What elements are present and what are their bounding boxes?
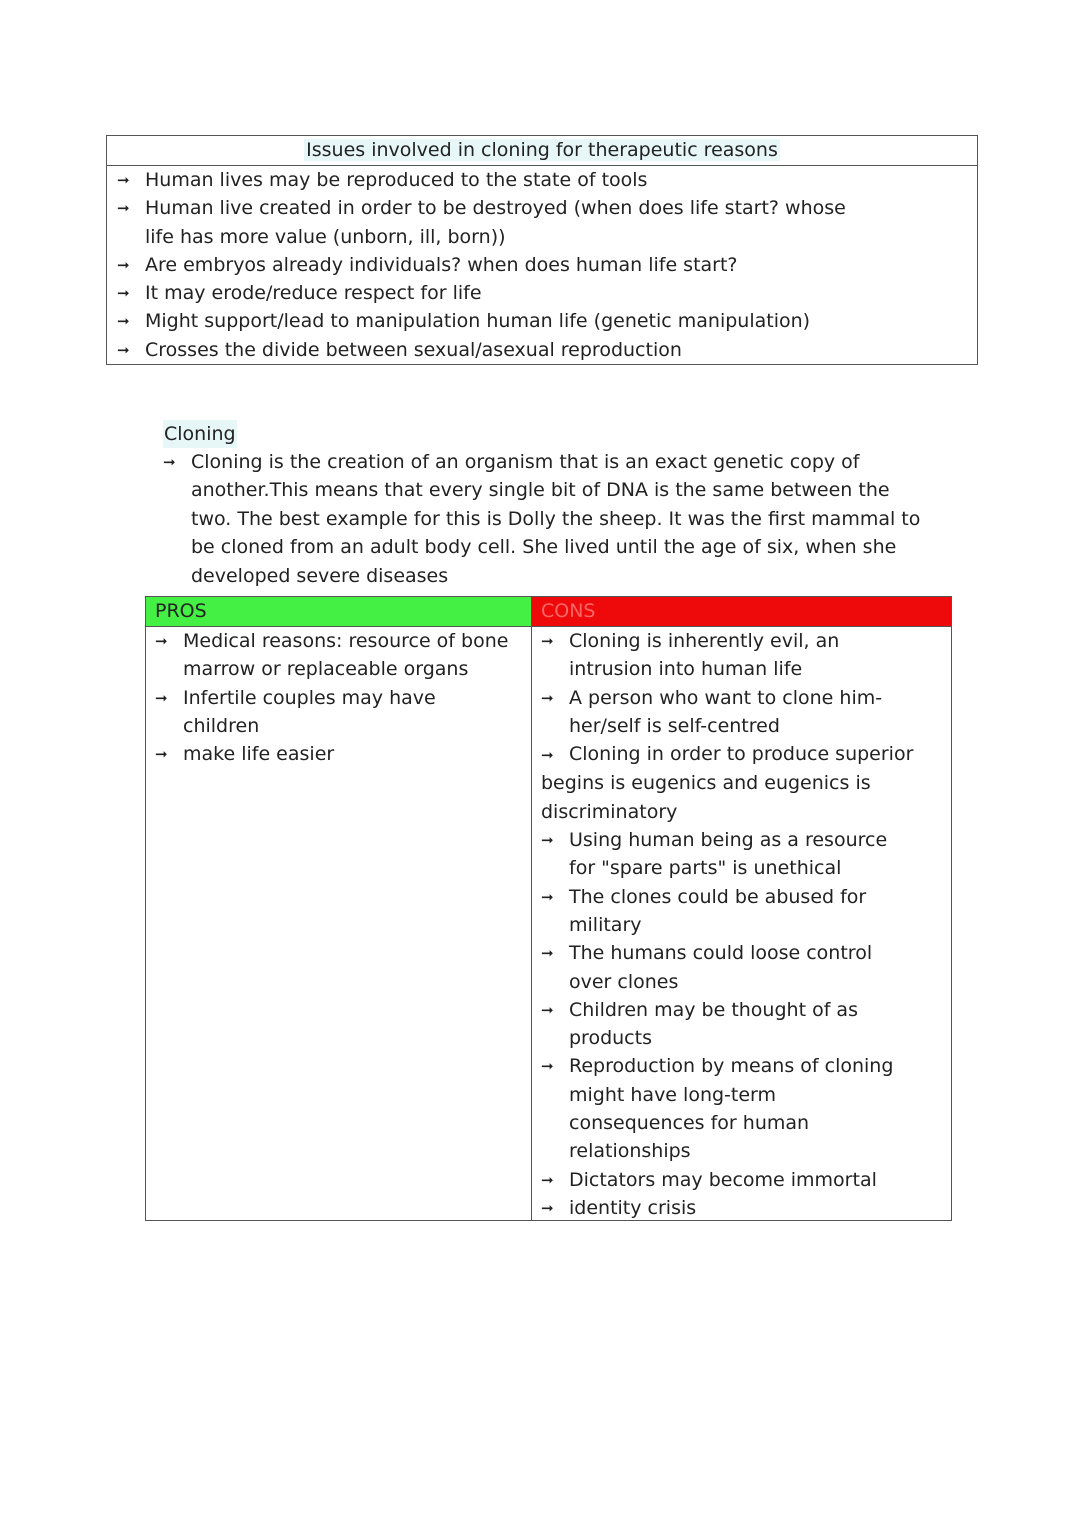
arrow-right-icon: ➞ xyxy=(117,255,130,274)
arrow-right-icon: ➞ xyxy=(117,340,130,359)
arrow-right-icon: ➞ xyxy=(117,312,130,331)
list-item: ➞ Reproduction by means of cloning might have long-term consequences for human relationships xyxy=(541,1052,951,1165)
list-item: ➞ Using human being as a resource for "spare parts" is unethical xyxy=(541,826,951,883)
pros-list xyxy=(146,627,531,768)
issues-table xyxy=(106,135,978,365)
list-item: ➞ Might support/lead to manipulation human life (genetic manipulation) xyxy=(117,307,977,335)
issues-title: Issues involved in cloning for therapeutic reasons xyxy=(306,139,778,161)
list-item: ➞ Crosses the divide between sexual/asexual reproduction xyxy=(117,336,977,364)
arrow-right-icon: ➞ xyxy=(117,284,130,303)
pros-column xyxy=(146,597,532,1220)
arrow-right-icon: ➞ xyxy=(541,887,554,906)
list-item: ➞ make life easier xyxy=(155,740,531,768)
list-item: ➞ Dictators may become immortal xyxy=(541,1166,951,1194)
arrow-right-icon: ➞ xyxy=(117,199,130,218)
arrow-right-icon: ➞ xyxy=(541,831,554,850)
arrow-right-icon: ➞ xyxy=(541,746,554,765)
list-item: ➞ The humans could loose control over clones xyxy=(541,939,951,996)
cons-list xyxy=(532,627,951,1222)
cons-header: CONS xyxy=(532,597,951,627)
arrow-right-icon: ➞ xyxy=(155,745,168,764)
arrow-right-icon: ➞ xyxy=(541,1057,554,1076)
arrow-right-icon: ➞ xyxy=(541,632,554,650)
list-item: ➞ Infertile couples may have children xyxy=(155,684,531,741)
cons-column xyxy=(532,597,951,1220)
list-item: ➞ Medical reasons: resource of bone marrow or replaceable organs xyxy=(155,627,531,684)
list-item: ➞ It may erode/reduce respect for life xyxy=(117,279,977,307)
list-item: ➞ identity crisis xyxy=(541,1194,951,1222)
list-item: ➞ A person who want to clone him-her/self is self-centred xyxy=(541,684,951,741)
arrow-right-icon: ➞ xyxy=(541,1000,554,1019)
arrow-right-icon: ➞ xyxy=(541,1170,554,1189)
list-item: ➞ Human live created in order to be destroyed (when does life start? whose life has more value (unborn, ill, born)) xyxy=(117,194,977,251)
cloning-paragraph-text: Cloning is the creation of an organism that is an exact genetic copy of another.This means that every single bit of DNA is the same between the two. The best example for this is Dolly the sheep. It was the first mammal to be cloned from an adult body cell. She lived until the age of six, when she developed severe diseases xyxy=(191,451,921,587)
arrow-right-icon: ➞ xyxy=(541,1198,554,1217)
cloning-paragraph xyxy=(163,448,923,590)
issues-list xyxy=(107,166,977,364)
issues-title-row xyxy=(107,136,977,166)
list-item: ➞ Are embryos already individuals? when does human life start? xyxy=(117,251,977,279)
arrow-right-icon: ➞ xyxy=(117,171,130,189)
list-item: ➞ The clones could be abused for military xyxy=(541,883,951,940)
arrow-right-icon: ➞ xyxy=(541,944,554,963)
list-item: ➞ Children may be thought of as products xyxy=(541,996,951,1053)
list-item: ➞ Human lives may be reproduced to the state of tools xyxy=(117,166,977,194)
list-item: ➞ Cloning is inherently evil, an intrusion into human life xyxy=(541,627,951,684)
pros-cons-table xyxy=(145,596,952,1221)
arrow-right-icon: ➞ xyxy=(155,688,168,707)
arrow-right-icon: ➞ xyxy=(163,453,176,471)
arrow-right-icon: ➞ xyxy=(541,688,554,707)
list-item: ➞ Cloning in order to produce superior begins is eugenics and eugenics is discriminatory xyxy=(541,743,914,823)
arrow-right-icon: ➞ xyxy=(155,632,168,650)
pros-header: PROS xyxy=(146,597,531,627)
cloning-heading: Cloning xyxy=(163,420,237,448)
